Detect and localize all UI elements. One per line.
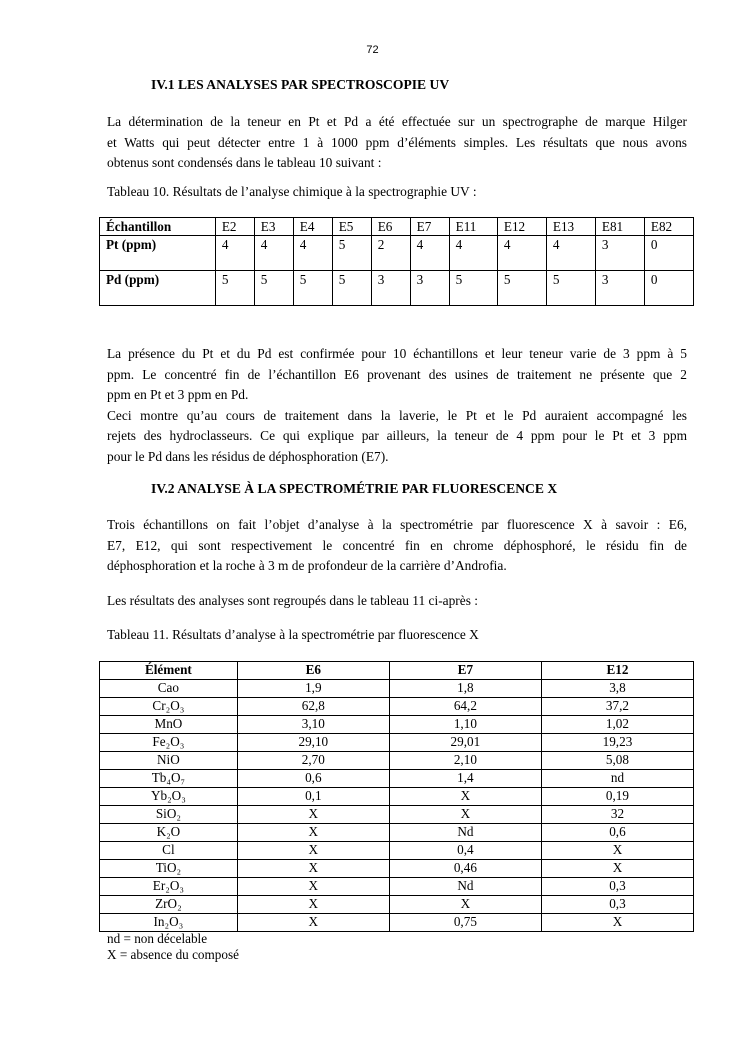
e6-cell: 0,6 (237, 770, 389, 788)
table-row (100, 716, 694, 734)
table-row (100, 770, 694, 788)
element-cell: In₂O₃ (100, 914, 238, 932)
e6-cell: 62,8 (237, 698, 389, 716)
e12-cell: 3,8 (541, 680, 693, 698)
sample-header: E13 (546, 218, 595, 236)
e7-cell: 1,8 (389, 680, 541, 698)
note-nd: nd = non décelable (107, 931, 208, 946)
e12-cell: 5,08 (541, 752, 693, 770)
e6-cell: X (237, 806, 389, 824)
intro-paragraph-fluorescence (107, 515, 687, 577)
table-cell: 0 (644, 236, 693, 271)
table-header-row (100, 662, 694, 680)
e12-cell: 19,23 (541, 734, 693, 752)
element-cell: Cl (100, 842, 238, 860)
table10-caption: Tableau 10. Résultats de l’analyse chimique à la spectrographie UV : (107, 184, 477, 199)
sample-header: E81 (595, 218, 644, 236)
element-cell: Cr₂O₃ (100, 698, 238, 716)
sample-header: E82 (644, 218, 693, 236)
table-row (100, 806, 694, 824)
paragraph-line: Trois échantillons on fait l’objet d’analyse à la spectrométrie par fluorescence X à savoir : E6, (107, 517, 687, 532)
e6-cell: X (237, 824, 389, 842)
table-row (100, 896, 694, 914)
e6-cell: X (237, 878, 389, 896)
paragraph-line: rejets des hydroclasseurs. Ce qui explique par ailleurs, la teneur de 4 ppm pour le Pt et 3 ppm (107, 428, 687, 443)
table-cell: 3 (371, 271, 410, 306)
table-row (100, 860, 694, 878)
table-cell: 5 (449, 271, 497, 306)
table-row (100, 788, 694, 806)
table-row (100, 878, 694, 896)
table-cell: 4 (254, 236, 293, 271)
e12-cell: 37,2 (541, 698, 693, 716)
table-row (100, 218, 694, 236)
e6-cell: 0,1 (237, 788, 389, 806)
element-cell: MnO (100, 716, 238, 734)
element-cell: Yb₂O₃ (100, 788, 238, 806)
e7-cell: 64,2 (389, 698, 541, 716)
e7-cell: 0,4 (389, 842, 541, 860)
element-cell: SiO₂ (100, 806, 238, 824)
table-cell: 3 (410, 271, 449, 306)
table-cell: 4 (546, 236, 595, 271)
element-cell: Er₂O₃ (100, 878, 238, 896)
page-number: 72 (366, 44, 379, 56)
paragraph-line: E7, E12, qui sont respectivement le concentré fin en chrome déphosphoré, le résidu fin de (107, 537, 687, 553)
table-header-sample: Échantillon (100, 218, 216, 236)
e12-cell: 1,02 (541, 716, 693, 734)
sample-header: E6 (371, 218, 410, 236)
e7-cell: 0,46 (389, 860, 541, 878)
table-row (100, 914, 694, 932)
results-sentence: Les résultats des analyses sont regroupés dans le tableau 11 ci-après : (107, 593, 478, 608)
element-cell: Fe₂O₃ (100, 734, 238, 752)
paragraph-line: pour le Pd dans les résidus de déphosphoration (E7). (107, 448, 389, 464)
table-cell: 3 (595, 236, 644, 271)
e12-cell: 32 (541, 806, 693, 824)
sample-header: E12 (497, 218, 546, 236)
e7-cell: X (389, 788, 541, 806)
table-cell: 0 (644, 271, 693, 306)
element-cell: TiO₂ (100, 860, 238, 878)
table-cell: 4 (449, 236, 497, 271)
column-header-e12: E12 (541, 662, 693, 680)
element-cell: K₂O (100, 824, 238, 842)
e6-cell: 29,10 (237, 734, 389, 752)
table-row (100, 271, 694, 306)
table-cell: 5 (497, 271, 546, 306)
e6-cell: X (237, 860, 389, 878)
discussion-paragraph-uv (107, 344, 687, 467)
element-cell: ZrO₂ (100, 896, 238, 914)
table-cell: 4 (410, 236, 449, 271)
table-row (100, 236, 694, 271)
column-header-e6: E6 (237, 662, 389, 680)
table-cell: 3 (595, 271, 644, 306)
paragraph-line: et Watts qui peut détecter entre 1 à 1000 ppm d’éléments simples. Les résultats que nous avons (107, 134, 687, 150)
e12-cell: 0,3 (541, 896, 693, 914)
element-cell: NiO (100, 752, 238, 770)
sample-header: E4 (293, 218, 332, 236)
table-row (100, 824, 694, 842)
table-row (100, 842, 694, 860)
table-cell: 5 (293, 271, 332, 306)
sample-header: E3 (254, 218, 293, 236)
section-heading-fluorescence: IV.2 ANALYSE À LA SPECTROMÉTRIE PAR FLUORESCENCE X (151, 481, 558, 496)
paragraph-line: Ceci montre qu’au cours de traitement dans la laverie, le Pt et le Pd auraient accompagné les (107, 407, 687, 423)
e12-cell: 0,6 (541, 824, 693, 842)
table-cell: 5 (332, 271, 371, 306)
sample-header: E5 (332, 218, 371, 236)
e12-cell: X (541, 914, 693, 932)
table-row (100, 680, 694, 698)
column-header-element: Élément (100, 662, 238, 680)
e12-cell: 0,19 (541, 788, 693, 806)
table-cell: 5 (254, 271, 293, 306)
e6-cell: 1,9 (237, 680, 389, 698)
table-11-fluorescence-results (99, 661, 694, 932)
paragraph-line: ppm en Pt et 3 ppm en Pd. (107, 387, 249, 402)
e12-cell: 0,3 (541, 878, 693, 896)
sample-header: E2 (215, 218, 254, 236)
e7-cell: 29,01 (389, 734, 541, 752)
e7-cell: 1,10 (389, 716, 541, 734)
e12-cell: X (541, 842, 693, 860)
e7-cell: 0,75 (389, 914, 541, 932)
intro-paragraph-uv (107, 112, 687, 174)
element-cell: Tb₄O₇ (100, 770, 238, 788)
paragraph-line: obtenus sont condensés dans le tableau 10 suivant : (107, 155, 382, 170)
e12-cell: nd (541, 770, 693, 788)
section-heading-uv: IV.1 LES ANALYSES PAR SPECTROSCOPIE UV (151, 77, 450, 92)
paragraph-line: ppm. Le concentré fin de l’échantillon E6 provenant des usines de traitement ne présente que 2 (107, 366, 687, 382)
table-10-uv-results (99, 217, 694, 306)
e7-cell: 1,4 (389, 770, 541, 788)
paragraph-line: La détermination de la teneur en Pt et Pd a été effectuée sur un spectrographe de marque Hilger (107, 114, 687, 129)
table-cell: 4 (293, 236, 332, 271)
e6-cell: X (237, 914, 389, 932)
row-label-pd: Pd (ppm) (100, 271, 216, 306)
element-cell: Cao (100, 680, 238, 698)
table11-caption: Tableau 11. Résultats d’analyse à la spectrométrie par fluorescence X (107, 627, 479, 642)
table-row (100, 734, 694, 752)
e6-cell: X (237, 896, 389, 914)
e7-cell: X (389, 806, 541, 824)
table-row (100, 752, 694, 770)
note-x: X = absence du composé (107, 947, 239, 962)
column-header-e7: E7 (389, 662, 541, 680)
e7-cell: Nd (389, 878, 541, 896)
e7-cell: Nd (389, 824, 541, 842)
table-cell: 5 (215, 271, 254, 306)
e6-cell: X (237, 842, 389, 860)
row-label-pt: Pt (ppm) (100, 236, 216, 271)
table-row (100, 698, 694, 716)
table-cell: 4 (215, 236, 254, 271)
e12-cell: X (541, 860, 693, 878)
paragraph-line: déphosphoration et la roche à 3 m de profondeur de la carrière d’Androfia. (107, 558, 507, 573)
e7-cell: X (389, 896, 541, 914)
sample-header: E11 (449, 218, 497, 236)
table-cell: 4 (497, 236, 546, 271)
e7-cell: 2,10 (389, 752, 541, 770)
paragraph-line: La présence du Pt et du Pd est confirmée pour 10 échantillons et leur teneur varie de 3 ppm à 5 (107, 346, 687, 361)
table-cell: 2 (371, 236, 410, 271)
e6-cell: 3,10 (237, 716, 389, 734)
e6-cell: 2,70 (237, 752, 389, 770)
table-cell: 5 (546, 271, 595, 306)
sample-header: E7 (410, 218, 449, 236)
table-cell: 5 (332, 236, 371, 271)
